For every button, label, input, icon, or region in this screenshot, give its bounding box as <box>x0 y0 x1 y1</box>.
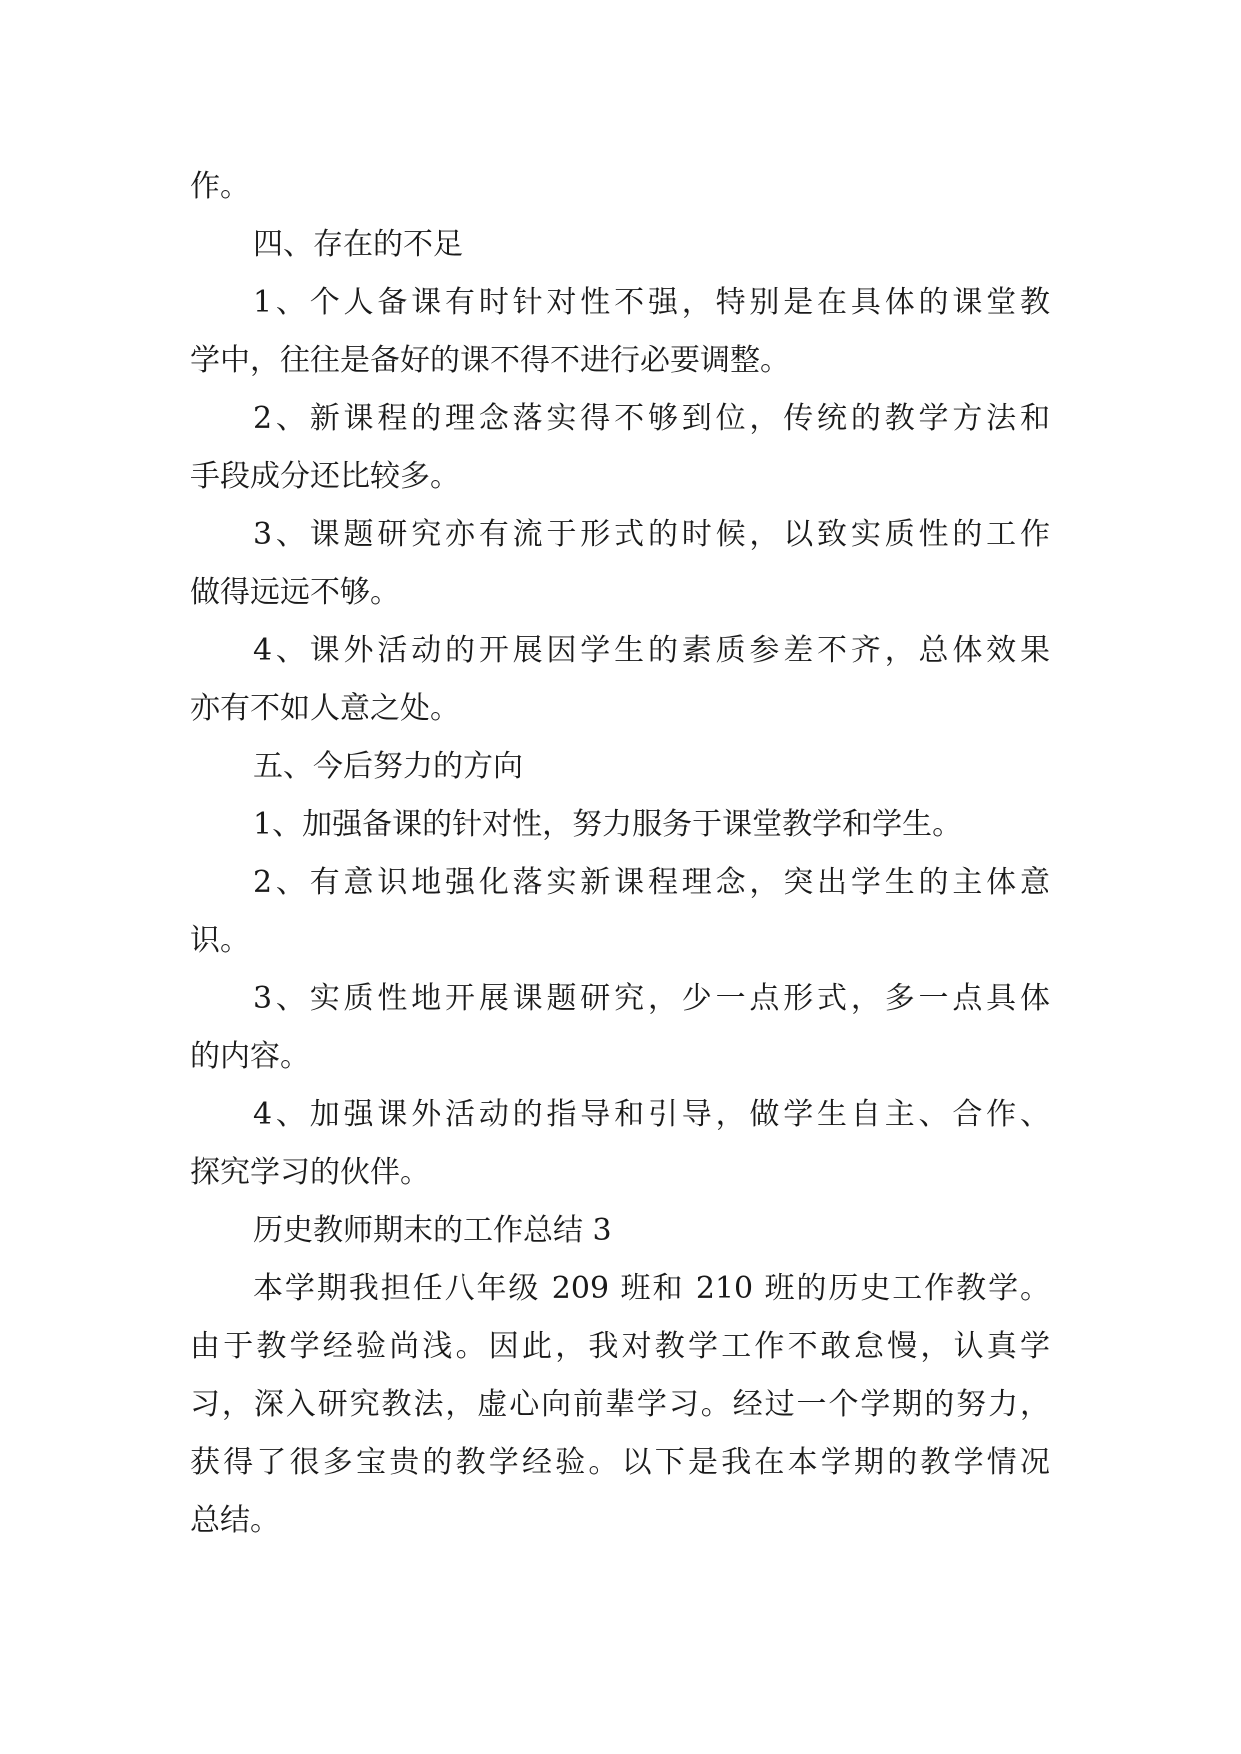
paragraph-line-first: 1、加强备课的针对性，努力服务于课堂教学和学生。 <box>253 807 963 842</box>
paragraph-line: 做得远远不够。 <box>190 575 400 610</box>
paragraph-line-first: 本学期我担任八年级 209 班和 210 班的历史工作教学。 <box>253 1271 1050 1306</box>
paragraph-line-first: 四、存在的不足 <box>253 227 463 262</box>
paragraph-line: 识。 <box>190 923 250 958</box>
paragraph-line: 探究学习的伙伴。 <box>190 1155 430 1190</box>
paragraph-line-first: 作。 <box>190 169 250 204</box>
paragraph-line: 学中，往往是备好的课不得不进行必要调整。 <box>190 343 790 378</box>
paragraph-line: 的内容。 <box>190 1039 310 1074</box>
paragraph-line: 由于教学经验尚浅。因此，我对教学工作不敢怠慢，认真学 <box>190 1329 1050 1364</box>
paragraph-line-first: 4、课外活动的开展因学生的素质参差不齐，总体效果 <box>253 633 1050 668</box>
paragraph-line-first: 五、今后努力的方向 <box>253 749 523 784</box>
paragraph-line-first: 4、加强课外活动的指导和引导，做学生自主、合作、 <box>253 1097 1050 1132</box>
paragraph-line-first: 1、个人备课有时针对性不强，特别是在具体的课堂教 <box>253 285 1050 320</box>
paragraph-line: 手段成分还比较多。 <box>190 459 460 494</box>
paragraph-line-first: 3、实质性地开展课题研究，少一点形式，多一点具体 <box>253 981 1050 1016</box>
paragraph-line-first: 历史教师期末的工作总结 3 <box>253 1213 612 1248</box>
paragraph-line: 亦有不如人意之处。 <box>190 691 460 726</box>
document-body <box>190 158 1050 1550</box>
paragraph-line: 获得了很多宝贵的教学经验。以下是我在本学期的教学情况 <box>190 1445 1050 1480</box>
paragraph-line-first: 2、有意识地强化落实新课程理念，突出学生的主体意 <box>253 865 1050 900</box>
paragraph-line-first: 3、课题研究亦有流于形式的时候，以致实质性的工作 <box>253 517 1050 552</box>
paragraph-line-first: 2、新课程的理念落实得不够到位，传统的教学方法和 <box>253 401 1050 436</box>
paragraph-line: 习，深入研究教法，虚心向前辈学习。经过一个学期的努力， <box>190 1387 1050 1422</box>
paragraph-line: 总结。 <box>190 1503 280 1538</box>
